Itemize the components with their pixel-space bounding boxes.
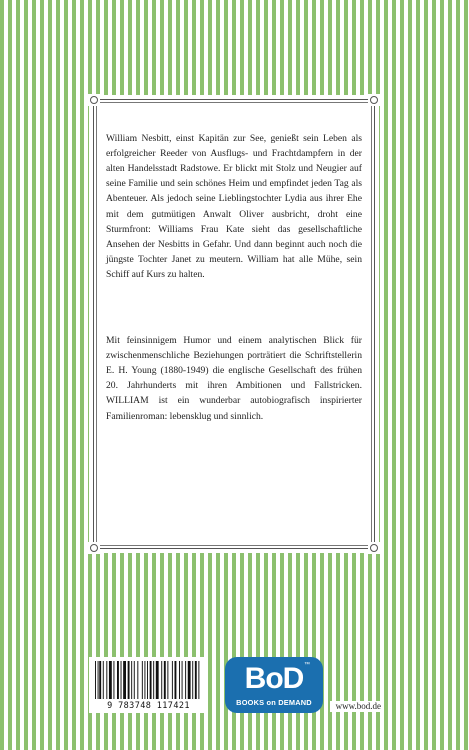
isbn-barcode (89, 657, 208, 713)
publisher-logo-mark: BoD (244, 662, 304, 695)
trademark-symbol: ™ (304, 662, 310, 668)
frame-corner-ornament (88, 94, 100, 106)
back-cover-text-panel (89, 95, 379, 553)
publisher-logo-subtitle: BOOKS on DEMAND (236, 698, 312, 707)
publisher-logo (225, 657, 323, 713)
frame-corner-ornament (368, 94, 380, 106)
frame-corner-ornament (88, 542, 100, 554)
blurb-paragraph-2: Mit feinsinnigem Humor und einem analytischen Blick für zwischenmenschliche Beziehungen porträtiert die Schriftstellerin E. H. Young (1880-1949) die englische Gesellschaft des frühen 20. Jahrhunderts mit ihren Ambitionen und Fallstricken. WILLIAM ist ein wunderbar autobiografisch inspirierter Familienroman: lebensklug und sinnlich. (106, 334, 362, 422)
barcode-bars (95, 661, 202, 699)
frame-corner-ornament (368, 542, 380, 554)
publisher-url: www.bod.de (330, 701, 382, 712)
isbn-number: 9 783748 117421 (107, 701, 190, 711)
blurb-paragraph-1: William Nesbitt, einst Kapitän zur See, genießt sein Leben als erfolgreicher Reeder von Ausflugs- und Frachtdampfern in der alten Handelsstadt Radstowe. Er blickt mit Stolz und Neugier auf seine Familie und sein schönes Heim und empfindet jeden Tag als Abenteuer. Als jedoch seine Lieblingstochter Lydia aus ihrer Ehe mit dem gutmütigen Anwalt Oliver ausbricht, droht eine Sturmfront: Williams Frau Kate sieht das gesellschaftliche Ansehen der Nesbitts in Gefahr. Und dann beginnt auch noch die jüngste Tochter Janet zu meutern. William hat alle Mühe, sein Schiff auf Kurs zu halten. (106, 132, 362, 281)
